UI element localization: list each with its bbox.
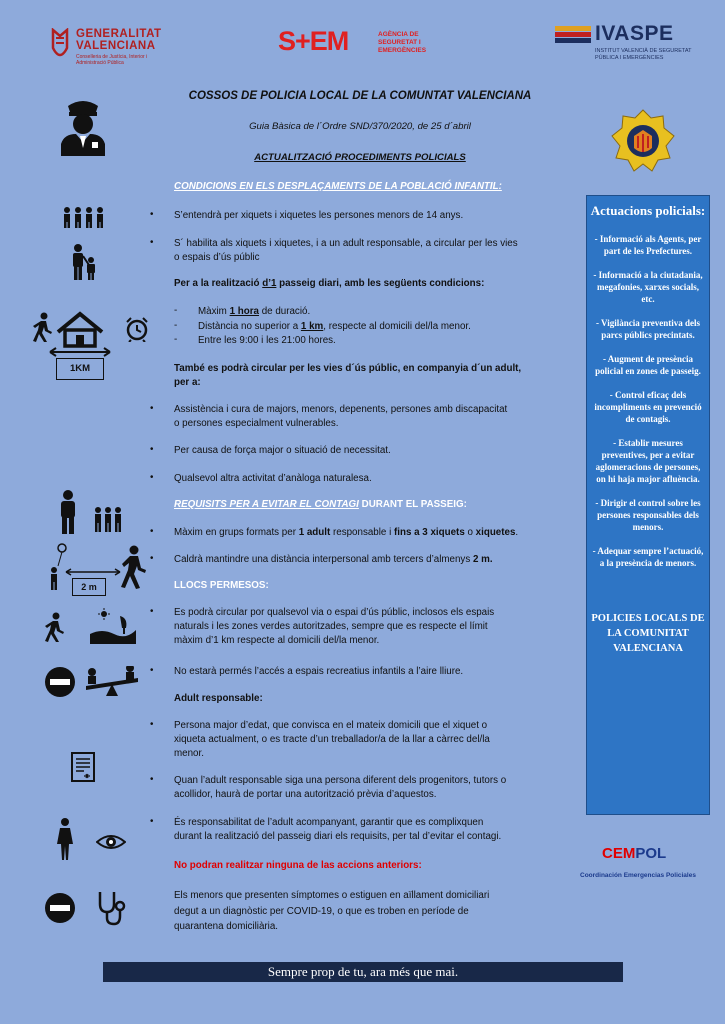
text-horari: Entre les 9:00 i les 21:00 hores. xyxy=(198,335,336,346)
bullet: • xyxy=(150,665,154,676)
text-distancia-1km: Distància no superior a 1 km, respecte al domicili del/la menor. xyxy=(198,321,471,332)
section-condicions-title: CONDICIONS EN ELS DESPLAÇAMENTS DE LA POBLACIÓ INFANTIL: xyxy=(174,181,502,192)
nature-landscape-icon xyxy=(90,608,136,644)
text-circular-a: Es podrà circular por qualsevol via o espai d’ús públic, inclosos els espais xyxy=(174,607,495,618)
text-max-1-hora: Màxim 1 hora de duració. xyxy=(198,306,311,317)
section-llocs-title: LLOCS PERMESOS: xyxy=(174,580,269,591)
no-entry-icon xyxy=(44,666,76,698)
bullet: • xyxy=(150,606,154,617)
text-circular-c: màxim d’1 km respecte al domicili del/la menor. xyxy=(174,635,380,646)
text-major-edat-a: Persona major d’edat, que convisca en el mateix domicili que el xiquet o xyxy=(174,720,488,731)
panel-item: - Control eficaç dels incompliments en prevenció de contagis. xyxy=(594,390,702,424)
actuacions-panel xyxy=(586,195,710,815)
police-badge-icon xyxy=(608,108,678,174)
text-autoritzacio-a: Quan l’adult responsable siga una persona diferent dels progenitors, tutors o xyxy=(174,775,507,786)
text-tambe-b: per a: xyxy=(174,377,201,388)
bullet: • xyxy=(150,472,154,483)
section-requisits-title: REQUISITS PER A EVITAR EL CONTAGI DURANT EL PASSEIG: xyxy=(174,499,467,510)
bullet: • xyxy=(150,209,154,220)
dash: - xyxy=(174,334,178,345)
page-subtitle-procediments: ACTUALITZACIÓ PROCEDIMENTS POLICIALS xyxy=(254,152,466,163)
eye-icon xyxy=(96,832,126,852)
text-major-edat-b: xiqueta actualment, o es tracte d’un treballador/a de la llar a càrrec del/la xyxy=(174,734,490,745)
text-grups: Màxim en grups formats per 1 adult responsable i fins a 3 xiquets o xiquetes. xyxy=(174,527,519,538)
walking-person-icon xyxy=(42,612,66,642)
panel-item: - Vigilància preventiva dels parcs públics precintats. xyxy=(595,318,701,340)
panel-item: - Informació a la ciutadania, megafonies, xarxes socials, etc. xyxy=(593,270,703,304)
sem-text: AGÈNCIA DE SEGURETAT I EMERGÈNCIES xyxy=(378,31,427,54)
no-podran-title: No podran realitzar ninguna de las accions anteriors: xyxy=(174,860,422,871)
generalitat-line3: Conselleria de Justícia, Interior i Administració Pública xyxy=(76,54,148,66)
panel-footer: POLICIES LOCALS DE LA COMUNITAT VALENCIANA xyxy=(591,613,705,654)
ivaspe-logo xyxy=(555,22,705,72)
panel-item: - Informació als Agents, per part de les Prefectures. xyxy=(594,234,702,256)
bullet: • xyxy=(150,774,154,785)
text-final-a: Els menors que presenten símptomes o estiguen en aïllament domiciliari xyxy=(174,890,490,901)
bullet: • xyxy=(150,553,154,564)
alarm-clock-icon xyxy=(124,316,150,342)
text-tambe-a: També es podrà circular per les vies d´ús públic, en companyia d´un adult, xyxy=(174,363,522,374)
cempol-logo: CEMPOL xyxy=(602,845,667,862)
panel-title: Actuacions policials: xyxy=(590,203,706,218)
text-distancia-2m: Caldrà mantindre una distància interpersonal amb tercers d’almenys 2 m. xyxy=(174,554,493,565)
text-forca-major: Per causa de força major o situació de necessitat. xyxy=(174,445,391,456)
km-box: 1KM xyxy=(56,358,104,380)
text-responsabilitat-b: durant la realització del passeig diari els requisits, per tal d’evitar el contagi. xyxy=(174,831,502,842)
authorization-document-icon xyxy=(70,752,96,782)
text-circular-b: naturals i les zones verdes autoritzades, sempre que es respecte el límit xyxy=(174,621,488,632)
dash: - xyxy=(174,320,178,331)
page-title: COSSOS DE POLICIA LOCAL DE LA COMUNTAT VALENCIANA xyxy=(188,90,532,102)
text-major-edat-c: menor. xyxy=(174,748,204,759)
text-habilita-b: o espais d’ús públic xyxy=(174,252,260,263)
text-assistencia-b: o persones especialment vulnerables. xyxy=(174,418,339,429)
bullet: • xyxy=(150,237,154,248)
adult-responsable-title: Adult responsable: xyxy=(174,693,263,704)
police-officer-icon xyxy=(58,96,108,156)
text-autoritzacio-b: acollidor, haurà de portar una autorització prèvia d’aquestos. xyxy=(174,789,437,800)
text-final-b: degut a un diagnòstic per COVID-19, o que es troben en període de xyxy=(174,906,469,917)
sem-mark: S+EM xyxy=(278,26,349,56)
seesaw-playground-icon xyxy=(84,666,140,698)
generalitat-line2: VALENCIANA xyxy=(76,40,156,52)
text-espais-recreatius: No estarà permés l’accés a espais recreatius infantils a l’aire lliure. xyxy=(174,666,464,677)
bullet: • xyxy=(150,719,154,730)
page-subtitle: Guia Bàsica de l´Ordre SND/370/2020, de 25 d´abril xyxy=(249,121,471,132)
adult-woman-icon xyxy=(56,818,74,860)
generalitat-crest-icon xyxy=(50,28,70,62)
bullet: • xyxy=(150,444,154,455)
generalitat-line1: GENERALITAT xyxy=(76,28,162,40)
sem-logo xyxy=(278,28,448,62)
ivaspe-flag-icon xyxy=(555,26,591,44)
ivaspe-name: IVASPE xyxy=(595,22,674,45)
text-assistencia-a: Assistència i cura de majors, menors, depenents, persones amb discapacitat xyxy=(174,404,508,415)
two-meters-box: 2 m xyxy=(72,578,106,596)
ivaspe-text: INSTITUT VALENCIÀ DE SEGURETAT PÚBLICA I EMERGÈNCIES xyxy=(595,48,692,61)
cempol-subtitle: Coordinación Emergencias Policiales xyxy=(580,872,696,879)
no-entry-icon xyxy=(44,892,76,924)
bullet: • xyxy=(150,816,154,827)
text-habilita-a: S´ habilita als xiquets i xiquetes, i a un adult responsable, a circular per les vies xyxy=(174,238,518,249)
adult-three-kids-icon xyxy=(56,490,126,534)
text-final-c: quarantena domiciliària. xyxy=(174,921,279,932)
generalitat-logo xyxy=(50,26,170,68)
panel-item: - Augment de presència policial en zones de passeig. xyxy=(595,354,701,376)
bullet: • xyxy=(150,403,154,414)
dash: - xyxy=(174,305,178,316)
text-analoga: Qualsevol altra activitat d’anàloga naturalesa. xyxy=(174,473,372,484)
kids-group-icon xyxy=(62,206,104,228)
text-responsabilitat-a: És responsabilitat de l’adult acompanyant, garantir que es complixquen xyxy=(174,817,484,828)
text-menors-14: S’entendrà per xiquets i xiquetes les persones menors de 14 anys. xyxy=(174,210,464,221)
home-distance-icon xyxy=(48,310,112,358)
footer-banner: Sempre prop de tu, ara més que mai. xyxy=(103,962,623,982)
panel-item: - Adequar sempre l’actuació, a la presència de menors. xyxy=(592,546,704,568)
text-passeig-diari: Per a la realització d’1 passeig diari, amb les següents condicions: xyxy=(174,278,485,289)
bullet: • xyxy=(150,526,154,537)
panel-item: - Establir mesures preventives, per a evitar aglomeracions de persones, on hi haja major afluència. xyxy=(595,438,701,484)
panel-item: - Dirigir el control sobre les persones responsables dels menors. xyxy=(595,498,701,532)
adult-child-icon xyxy=(70,244,98,280)
stethoscope-icon xyxy=(96,890,126,926)
